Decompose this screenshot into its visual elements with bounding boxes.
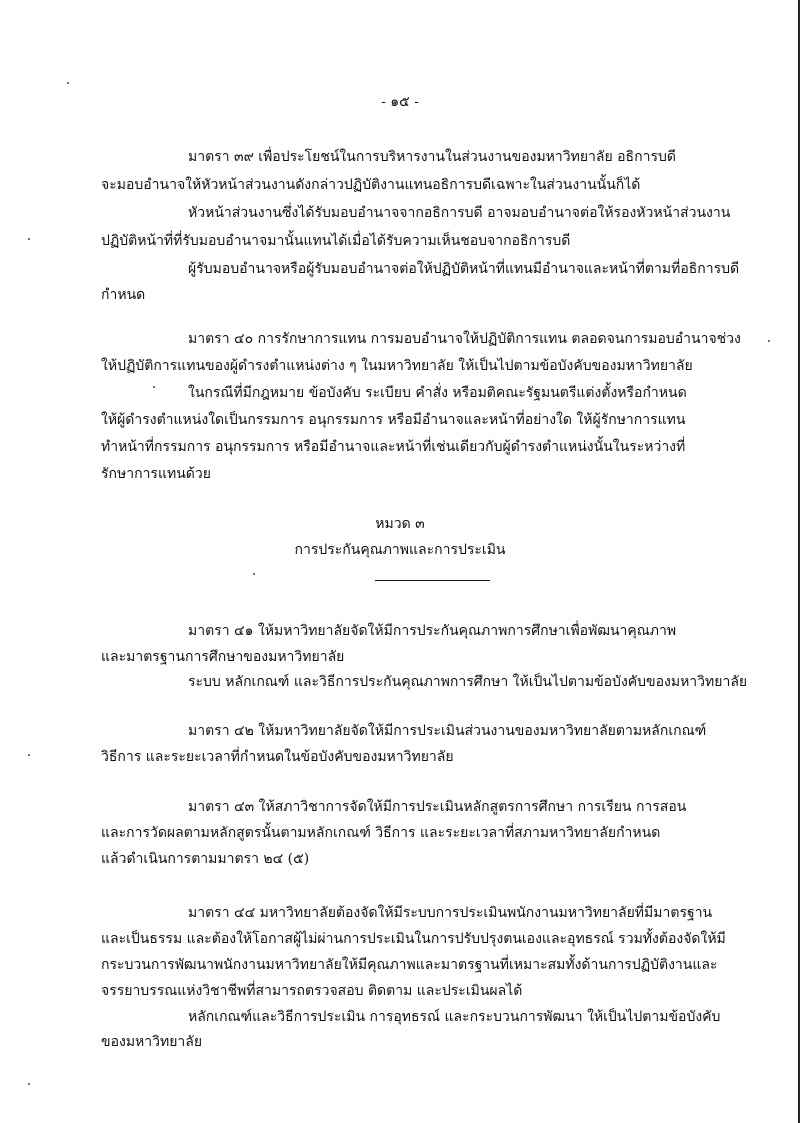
scan-speck [67, 82, 69, 84]
sec44-line-1: มาตรา ๔๔ มหาวิทยาลัยต้องจัดให้มีระบบการประเมินพนักงานมหาวิทยาลัยที่มีมาตรฐาน [188, 905, 713, 921]
sec40-line-5: ทำหน้าที่กรรมการ อนุกรรมการ หรือมีอำนาจและหน้าที่เช่นเดียวกับผู้ดำรงตำแหน่งนั้นในระหว่างที่ [101, 439, 686, 455]
sec39-line-4: ปฏิบัติหน้าที่ที่รับมอบอำนาจมานั้นแทนได้เมื่อได้รับความเห็นชอบจากอธิการบดี [101, 233, 571, 249]
chapter-divider [375, 580, 490, 581]
sec44-line-2: และเป็นธรรม และต้องให้โอกาสผู้ไม่ผ่านการประเมินในการปรับปรุงตนเองและอุทธรณ์ รวมทั้งต้องจัดให้มี [101, 931, 726, 947]
scan-speck [153, 386, 155, 388]
sec44-line-4: จรรยาบรรณแห่งวิชาชีพที่สามารถตรวจสอบ ติดตาม และประเมินผลได้ [101, 983, 523, 999]
sec41-line-3: ระบบ หลักเกณฑ์ และวิธีการประกันคุณภาพการศึกษา ให้เป็นไปตามข้อบังคับของมหาวิทยาลัย [188, 674, 748, 690]
sec39-line-3: หัวหน้าส่วนงานซึ่งได้รับมอบอำนาจจากอธิการบดี อาจมอบอำนาจต่อให้รองหัวหน้าส่วนงาน [188, 205, 731, 221]
sec39-line-5: ผู้รับมอบอำนาจหรือผู้รับมอบอำนาจต่อให้ปฏิบัติหน้าที่แทนมีอำนาจและหน้าที่ตามที่อธิการบดี [188, 261, 740, 277]
scan-speck [253, 573, 255, 575]
sec40-line-2: ให้ปฏิบัติการแทนของผู้ดำรงตำแหน่งต่าง ๆ ในมหาวิทยาลัย ให้เป็นไปตามข้อบังคับของมหาวิทยาลัย [101, 358, 693, 374]
sec39-line-1: มาตรา ๓๙ เพื่อประโยชน์ในการบริหารงานในส่วนงานของมหาวิทยาลัย อธิการบดี [188, 149, 676, 165]
sec43-line-1: มาตรา ๔๓ ให้สภาวิชาการจัดให้มีการประเมินหลักสูตรการศึกษา การเรียน การสอน [188, 799, 687, 815]
sec43-line-2: และการวัดผลตามหลักสูตรนั้นตามหลักเกณฑ์ วิธีการ และระยะเวลาที่สภามหาวิทยาลัยกำหนด [101, 825, 661, 841]
scan-speck [28, 238, 30, 240]
sec40-line-6: รักษาการแทนด้วย [101, 466, 211, 482]
chapter-number: หมวด ๓ [375, 516, 425, 532]
sec39-line-6: กำหนด [101, 287, 146, 303]
chapter-title: การประกันคุณภาพและการประเมิน [294, 542, 506, 558]
scan-speck [768, 340, 770, 342]
sec43-line-3: แล้วดำเนินการตามมาตรา ๒๔ (๕) [101, 851, 310, 867]
sec42-line-2: วิธีการ และระยะเวลาที่กำหนดในข้อบังคับของมหาวิทยาลัย [101, 749, 454, 765]
scan-speck [28, 754, 30, 756]
sec44-line-3: กระบวนการพัฒนาพนักงานมหาวิทยาลัยให้มีคุณภาพและมาตรฐานที่เหมาะสมทั้งด้านการปฏิบัติงานและ [101, 957, 718, 973]
sec41-line-2: และมาตรฐานการศึกษาของมหาวิทยาลัย [101, 649, 345, 665]
sec44-line-5: หลักเกณฑ์และวิธีการประเมิน การอุทธรณ์ และกระบวนการพัฒนา ให้เป็นไปตามข้อบังคับ [188, 1009, 721, 1025]
sec42-line-1: มาตรา ๔๒ ให้มหาวิทยาลัยจัดให้มีการประเมินส่วนงานของมหาวิทยาลัยตามหลักเกณฑ์ [188, 723, 707, 739]
sec40-line-3: ในกรณีที่มีกฎหมาย ข้อบังคับ ระเบียบ คำสั่ง หรือมติคณะรัฐมนตรีแต่งตั้งหรือกำหนด [188, 385, 687, 401]
sec44-line-6: ของมหาวิทยาลัย [101, 1034, 203, 1050]
sec41-line-1: มาตรา ๔๑ ให้มหาวิทยาลัยจัดให้มีการประกันคุณภาพการศึกษาเพื่อพัฒนาคุณภาพ [188, 623, 677, 639]
page-number: - ๑๕ - [381, 94, 419, 110]
sec40-line-4: ให้ผู้ดำรงตำแหน่งใดเป็นกรรมการ อนุกรรมการ หรือมีอำนาจและหน้าที่อย่างใด ให้ผู้รักษาการแทน [101, 412, 686, 428]
sec39-line-2: จะมอบอำนาจให้หัวหน้าส่วนงานดังกล่าวปฏิบัติงานแทนอธิการบดีเฉพาะในส่วนงานนั้นก็ได้ [101, 177, 641, 193]
scan-speck [28, 1083, 30, 1085]
sec40-line-1: มาตรา ๔๐ การรักษาการแทน การมอบอำนาจให้ปฏิบัติการแทน ตลอดจนการมอบอำนาจช่วง [188, 331, 741, 347]
